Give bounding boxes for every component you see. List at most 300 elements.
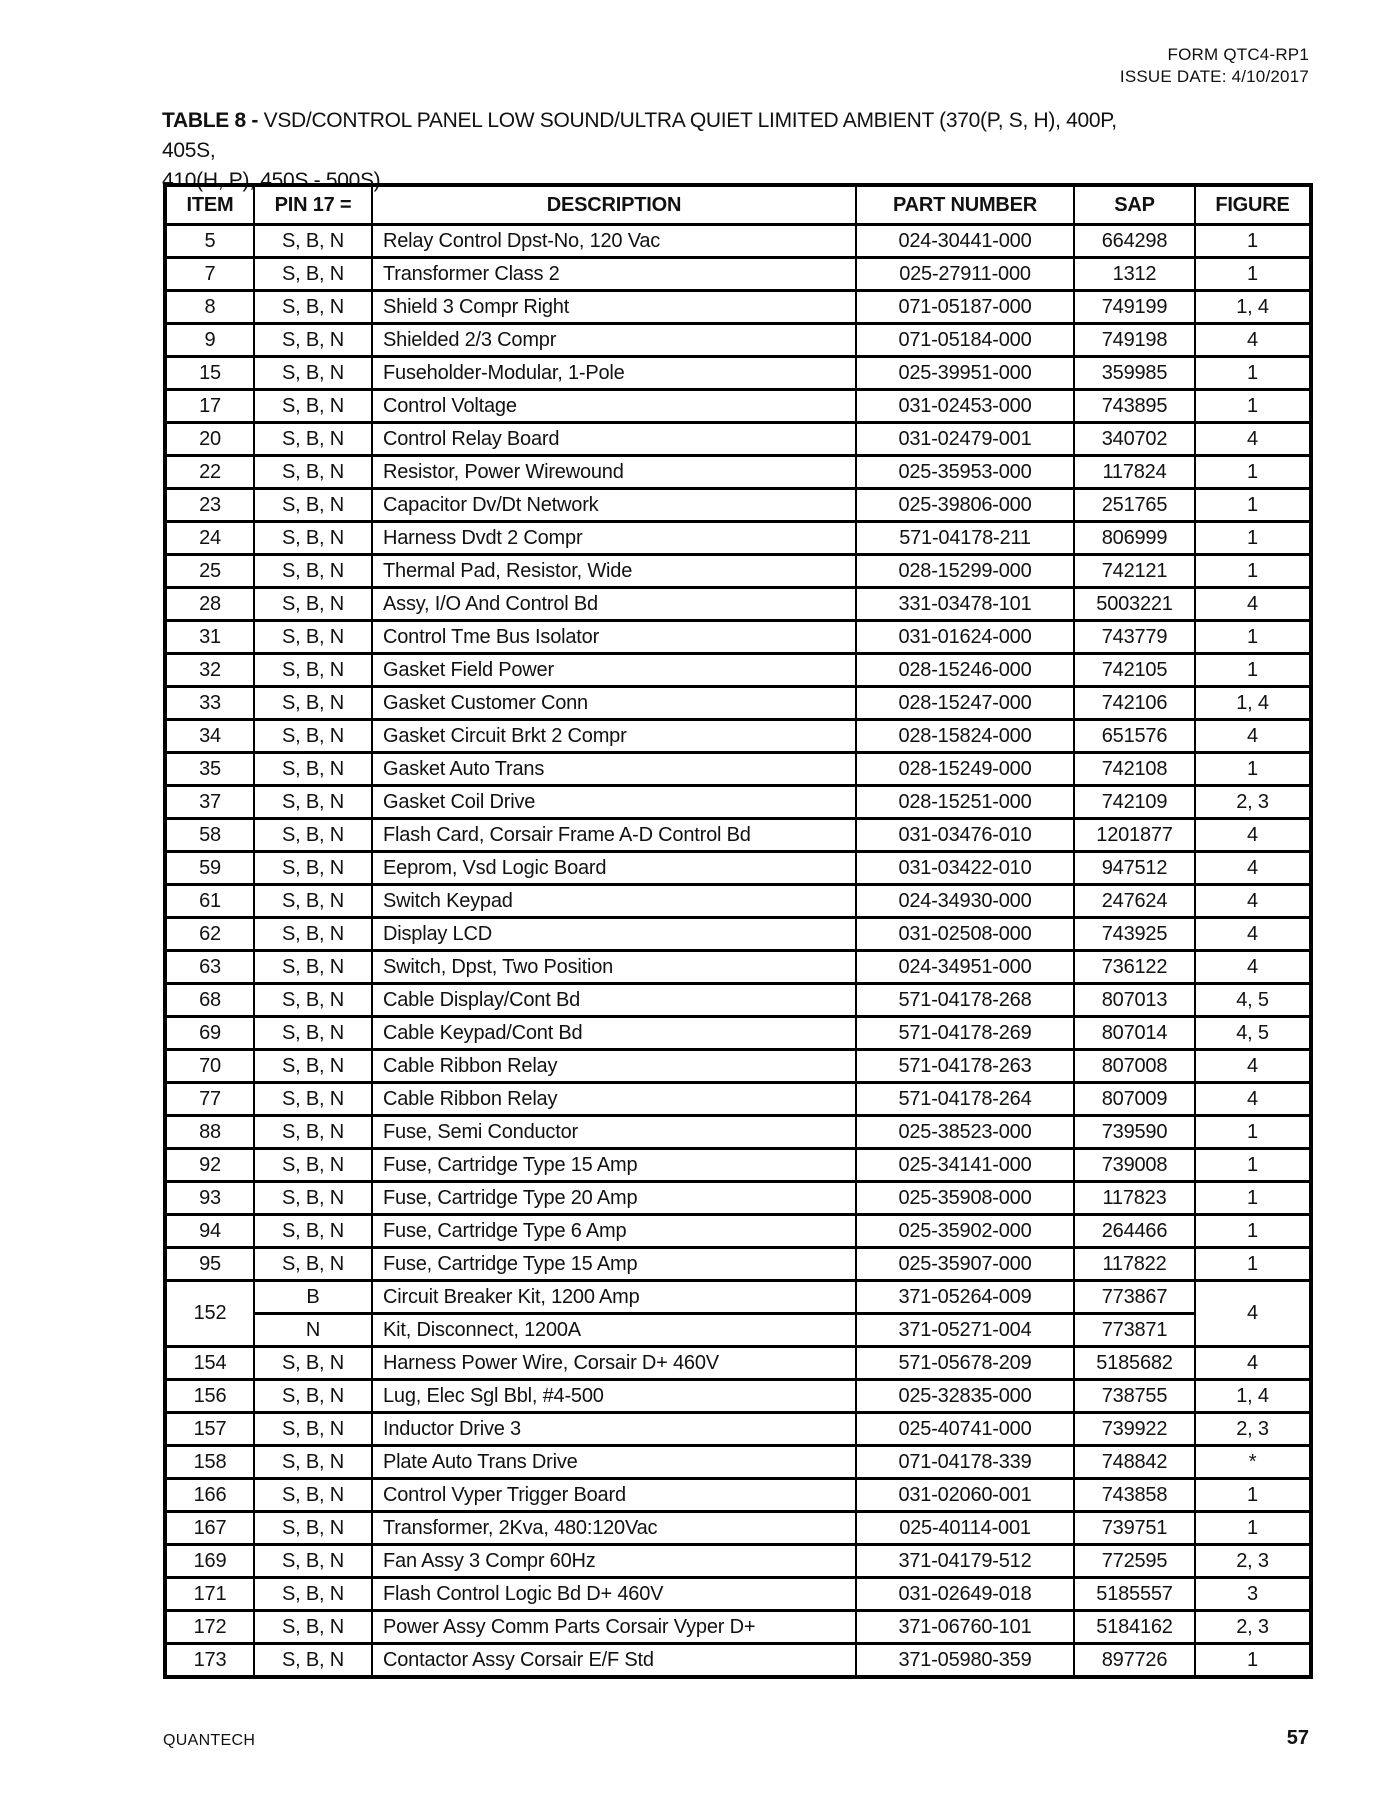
figure-cell: 1 [1195, 357, 1311, 390]
description-cell: Kit, Disconnect, 1200A [372, 1314, 856, 1347]
pin17-cell: S, B, N [254, 588, 372, 621]
sap-cell: 739590 [1074, 1116, 1195, 1149]
description-cell: Eeprom, Vsd Logic Board [372, 852, 856, 885]
part-number-cell: 025-35908-000 [856, 1182, 1074, 1215]
sap-cell: 742105 [1074, 654, 1195, 687]
table-row [165, 984, 1311, 1017]
item-cell: 31 [165, 621, 254, 654]
description-cell: Lug, Elec Sgl Bbl, #4-500 [372, 1380, 856, 1413]
item-cell: 23 [165, 489, 254, 522]
table-row [165, 1578, 1311, 1611]
description-cell: Cable Keypad/Cont Bd [372, 1017, 856, 1050]
pin17-cell: S, B, N [254, 951, 372, 984]
item-cell: 63 [165, 951, 254, 984]
item-cell: 95 [165, 1248, 254, 1281]
pin17-cell: S, B, N [254, 1182, 372, 1215]
table-row [165, 357, 1311, 390]
figure-cell: 4 [1195, 324, 1311, 357]
figure-cell: 1 [1195, 1248, 1311, 1281]
sap-cell: 773867 [1074, 1281, 1195, 1314]
description-cell: Plate Auto Trans Drive [372, 1446, 856, 1479]
figure-cell: 2, 3 [1195, 1413, 1311, 1446]
description-cell: Control Tme Bus Isolator [372, 621, 856, 654]
item-cell: 166 [165, 1479, 254, 1512]
description-cell: Switch Keypad [372, 885, 856, 918]
part-number-cell: 025-38523-000 [856, 1116, 1074, 1149]
figure-cell: 4, 5 [1195, 984, 1311, 1017]
parts-table-body [165, 225, 1311, 1678]
table-row [165, 522, 1311, 555]
table-row [165, 1083, 1311, 1116]
table-row [165, 324, 1311, 357]
item-cell: 173 [165, 1644, 254, 1678]
pin17-cell: S, B, N [254, 1116, 372, 1149]
description-cell: Gasket Field Power [372, 654, 856, 687]
sap-cell: 340702 [1074, 423, 1195, 456]
description-cell: Capacitor Dv/Dt Network [372, 489, 856, 522]
part-number-cell: 024-34930-000 [856, 885, 1074, 918]
part-number-cell: 571-04178-211 [856, 522, 1074, 555]
pin17-cell: S, B, N [254, 1545, 372, 1578]
description-cell: Assy, I/O And Control Bd [372, 588, 856, 621]
part-number-cell: 371-05980-359 [856, 1644, 1074, 1678]
figure-cell: * [1195, 1446, 1311, 1479]
table-row [165, 885, 1311, 918]
item-cell: 171 [165, 1578, 254, 1611]
table-row [165, 1380, 1311, 1413]
item-cell: 8 [165, 291, 254, 324]
table-row [165, 1248, 1311, 1281]
part-number-cell: 571-04178-268 [856, 984, 1074, 1017]
description-cell: Gasket Auto Trans [372, 753, 856, 786]
header-row [165, 185, 1311, 225]
item-cell: 7 [165, 258, 254, 291]
item-cell: 20 [165, 423, 254, 456]
table-row [165, 225, 1311, 258]
sap-cell: 5185557 [1074, 1578, 1195, 1611]
table-row [165, 588, 1311, 621]
pin17-cell: S, B, N [254, 522, 372, 555]
pin17-cell: S, B, N [254, 753, 372, 786]
sap-cell: 5184162 [1074, 1611, 1195, 1644]
item-cell: 58 [165, 819, 254, 852]
part-number-cell: 571-04178-263 [856, 1050, 1074, 1083]
item-cell: 68 [165, 984, 254, 1017]
pin17-cell: S, B, N [254, 852, 372, 885]
description-cell: Fuseholder-Modular, 1-Pole [372, 357, 856, 390]
item-cell: 59 [165, 852, 254, 885]
part-number-cell: 031-01624-000 [856, 621, 1074, 654]
description-cell: Control Voltage [372, 390, 856, 423]
sap-cell: 772595 [1074, 1545, 1195, 1578]
part-number-cell: 371-04179-512 [856, 1545, 1074, 1578]
part-number-cell: 571-04178-264 [856, 1083, 1074, 1116]
description-cell: Fuse, Cartridge Type 15 Amp [372, 1248, 856, 1281]
part-number-cell: 031-02508-000 [856, 918, 1074, 951]
figure-cell: 1 [1195, 1215, 1311, 1248]
description-cell: Cable Ribbon Relay [372, 1050, 856, 1083]
part-number-cell: 371-05264-009 [856, 1281, 1074, 1314]
description-cell: Resistor, Power Wirewound [372, 456, 856, 489]
table-row [165, 819, 1311, 852]
figure-cell: 1, 4 [1195, 687, 1311, 720]
sap-cell: 5003221 [1074, 588, 1195, 621]
sap-cell: 251765 [1074, 489, 1195, 522]
figure-cell: 2, 3 [1195, 786, 1311, 819]
part-number-cell: 031-02060-001 [856, 1479, 1074, 1512]
figure-cell: 1, 4 [1195, 1380, 1311, 1413]
item-cell: 172 [165, 1611, 254, 1644]
figure-cell: 4 [1195, 918, 1311, 951]
figure-cell: 1 [1195, 1644, 1311, 1678]
description-cell: Control Relay Board [372, 423, 856, 456]
pin17-cell: S, B, N [254, 1413, 372, 1446]
sap-cell: 264466 [1074, 1215, 1195, 1248]
figure-cell: 1 [1195, 1512, 1311, 1545]
figure-cell: 4 [1195, 1083, 1311, 1116]
sap-cell: 773871 [1074, 1314, 1195, 1347]
figure-cell: 1 [1195, 555, 1311, 588]
sap-cell: 807014 [1074, 1017, 1195, 1050]
sap-cell: 117824 [1074, 456, 1195, 489]
table-row [165, 1017, 1311, 1050]
figure-cell: 4 [1195, 423, 1311, 456]
pin17-cell: S, B, N [254, 1446, 372, 1479]
table-row [165, 456, 1311, 489]
figure-cell: 1 [1195, 225, 1311, 258]
sap-cell: 739922 [1074, 1413, 1195, 1446]
part-number-cell: 025-39951-000 [856, 357, 1074, 390]
pin17-cell: S, B, N [254, 1149, 372, 1182]
pin17-cell: S, B, N [254, 786, 372, 819]
parts-table [163, 183, 1313, 1679]
sap-cell: 664298 [1074, 225, 1195, 258]
item-cell: 15 [165, 357, 254, 390]
sap-cell: 739008 [1074, 1149, 1195, 1182]
part-number-cell: 028-15247-000 [856, 687, 1074, 720]
item-cell: 156 [165, 1380, 254, 1413]
table-row [165, 258, 1311, 291]
pin17-cell: S, B, N [254, 720, 372, 753]
item-cell: 94 [165, 1215, 254, 1248]
pin17-cell: S, B, N [254, 621, 372, 654]
sap-cell: 743895 [1074, 390, 1195, 423]
part-number-cell: 024-34951-000 [856, 951, 1074, 984]
pin17-cell: S, B, N [254, 1050, 372, 1083]
part-number-cell: 031-03422-010 [856, 852, 1074, 885]
figure-cell: 4 [1195, 1281, 1311, 1347]
parts-table-head [165, 185, 1311, 225]
description-cell: Fuse, Cartridge Type 15 Amp [372, 1149, 856, 1182]
description-cell: Cable Display/Cont Bd [372, 984, 856, 1017]
description-cell: Transformer Class 2 [372, 258, 856, 291]
sap-cell: 897726 [1074, 1644, 1195, 1678]
sap-cell: 736122 [1074, 951, 1195, 984]
pin17-cell: S, B, N [254, 819, 372, 852]
pin17-cell: S, B, N [254, 984, 372, 1017]
part-number-cell: 031-02479-001 [856, 423, 1074, 456]
item-cell: 62 [165, 918, 254, 951]
sap-cell: 5185682 [1074, 1347, 1195, 1380]
sap-cell: 117822 [1074, 1248, 1195, 1281]
figure-cell: 1 [1195, 1149, 1311, 1182]
pin17-cell: S, B, N [254, 258, 372, 291]
part-number-cell: 025-35953-000 [856, 456, 1074, 489]
column-header-sap: SAP [1074, 185, 1195, 225]
pin17-cell: B [254, 1281, 372, 1314]
pin17-cell: S, B, N [254, 918, 372, 951]
table-row [165, 720, 1311, 753]
figure-cell: 1 [1195, 522, 1311, 555]
description-cell: Relay Control Dpst-No, 120 Vac [372, 225, 856, 258]
part-number-cell: 028-15251-000 [856, 786, 1074, 819]
pin17-cell: S, B, N [254, 291, 372, 324]
table-row [165, 1149, 1311, 1182]
sap-cell: 117823 [1074, 1182, 1195, 1215]
figure-cell: 1 [1195, 1116, 1311, 1149]
figure-cell: 1 [1195, 654, 1311, 687]
part-number-cell: 371-06760-101 [856, 1611, 1074, 1644]
part-number-cell: 028-15246-000 [856, 654, 1074, 687]
table-row [165, 1611, 1311, 1644]
sap-cell: 947512 [1074, 852, 1195, 885]
table-title-line2: 410(H, P), 450S - 500S) [162, 169, 381, 192]
item-cell: 35 [165, 753, 254, 786]
figure-cell: 1 [1195, 1479, 1311, 1512]
pin17-cell: S, B, N [254, 225, 372, 258]
item-cell: 37 [165, 786, 254, 819]
pin17-cell: S, B, N [254, 1578, 372, 1611]
figure-cell: 4 [1195, 1050, 1311, 1083]
item-cell: 28 [165, 588, 254, 621]
figure-cell: 4 [1195, 852, 1311, 885]
pin17-cell: S, B, N [254, 324, 372, 357]
description-cell: Circuit Breaker Kit, 1200 Amp [372, 1281, 856, 1314]
table-row [165, 1281, 1311, 1314]
description-cell: Harness Power Wire, Corsair D+ 460V [372, 1347, 856, 1380]
pin17-cell: S, B, N [254, 489, 372, 522]
table-row [165, 621, 1311, 654]
pin17-cell: S, B, N [254, 1083, 372, 1116]
sap-cell: 807008 [1074, 1050, 1195, 1083]
column-header-figure: FIGURE [1195, 185, 1311, 225]
table-row [165, 1314, 1311, 1347]
pin17-cell: S, B, N [254, 423, 372, 456]
description-cell: Thermal Pad, Resistor, Wide [372, 555, 856, 588]
item-cell: 33 [165, 687, 254, 720]
table-row [165, 1116, 1311, 1149]
part-number-cell: 331-03478-101 [856, 588, 1074, 621]
sap-cell: 806999 [1074, 522, 1195, 555]
part-number-cell: 028-15249-000 [856, 753, 1074, 786]
sap-cell: 807009 [1074, 1083, 1195, 1116]
part-number-cell: 025-40114-001 [856, 1512, 1074, 1545]
description-cell: Cable Ribbon Relay [372, 1083, 856, 1116]
pin17-cell: S, B, N [254, 1347, 372, 1380]
figure-cell: 4, 5 [1195, 1017, 1311, 1050]
pin17-cell: S, B, N [254, 390, 372, 423]
pin17-cell: S, B, N [254, 1644, 372, 1678]
description-cell: Shield 3 Compr Right [372, 291, 856, 324]
item-cell: 5 [165, 225, 254, 258]
item-cell: 69 [165, 1017, 254, 1050]
figure-cell: 1, 4 [1195, 291, 1311, 324]
pin17-cell: S, B, N [254, 1611, 372, 1644]
part-number-cell: 028-15299-000 [856, 555, 1074, 588]
description-cell: Power Assy Comm Parts Corsair Vyper D+ [372, 1611, 856, 1644]
item-cell: 24 [165, 522, 254, 555]
figure-cell: 2, 3 [1195, 1611, 1311, 1644]
item-cell: 77 [165, 1083, 254, 1116]
table-title-line1 [162, 106, 1174, 166]
sap-cell: 742106 [1074, 687, 1195, 720]
part-number-cell: 025-35902-000 [856, 1215, 1074, 1248]
item-cell: 158 [165, 1446, 254, 1479]
pin17-cell: S, B, N [254, 1380, 372, 1413]
sap-cell: 748842 [1074, 1446, 1195, 1479]
figure-cell: 1 [1195, 456, 1311, 489]
sap-cell: 743779 [1074, 621, 1195, 654]
table-row [165, 1512, 1311, 1545]
item-cell: 61 [165, 885, 254, 918]
description-cell: Fan Assy 3 Compr 60Hz [372, 1545, 856, 1578]
column-header-description: DESCRIPTION [372, 185, 856, 225]
table-row [165, 687, 1311, 720]
part-number-cell: 071-05184-000 [856, 324, 1074, 357]
figure-cell: 1 [1195, 489, 1311, 522]
sap-cell: 743925 [1074, 918, 1195, 951]
figure-cell: 4 [1195, 885, 1311, 918]
table-row [165, 1644, 1311, 1678]
table-row [165, 1182, 1311, 1215]
part-number-cell: 571-04178-269 [856, 1017, 1074, 1050]
item-cell: 169 [165, 1545, 254, 1578]
part-number-cell: 025-39806-000 [856, 489, 1074, 522]
footer-brand: QUANTECH [163, 1732, 256, 1749]
description-cell: Transformer, 2Kva, 480:120Vac [372, 1512, 856, 1545]
item-cell: 93 [165, 1182, 254, 1215]
form-header [1120, 44, 1309, 88]
item-cell: 157 [165, 1413, 254, 1446]
pin17-cell: S, B, N [254, 555, 372, 588]
issue-date: ISSUE DATE: 4/10/2017 [1119, 67, 1309, 86]
sap-cell: 651576 [1074, 720, 1195, 753]
table-row [165, 786, 1311, 819]
sap-cell: 742121 [1074, 555, 1195, 588]
table-row [165, 423, 1311, 456]
pin17-cell: S, B, N [254, 1512, 372, 1545]
description-cell: Display LCD [372, 918, 856, 951]
pin17-cell: S, B, N [254, 1215, 372, 1248]
part-number-cell: 025-27911-000 [856, 258, 1074, 291]
pin17-cell: S, B, N [254, 1017, 372, 1050]
table-row [165, 1050, 1311, 1083]
pin17-cell: S, B, N [254, 687, 372, 720]
part-number-cell: 025-35907-000 [856, 1248, 1074, 1281]
table-row [165, 1413, 1311, 1446]
sap-cell: 743858 [1074, 1479, 1195, 1512]
part-number-cell: 025-32835-000 [856, 1380, 1074, 1413]
table-row [165, 1215, 1311, 1248]
page-number: 57 [1286, 1727, 1309, 1749]
description-cell: Harness Dvdt 2 Compr [372, 522, 856, 555]
description-cell: Inductor Drive 3 [372, 1413, 856, 1446]
sap-cell: 1312 [1074, 258, 1195, 291]
form-number: FORM QTC4-RP1 [1167, 45, 1309, 64]
figure-cell: 1 [1195, 390, 1311, 423]
pin17-cell: S, B, N [254, 456, 372, 489]
description-cell: Fuse, Cartridge Type 6 Amp [372, 1215, 856, 1248]
table-row [165, 654, 1311, 687]
table-row [165, 555, 1311, 588]
figure-cell: 4 [1195, 1347, 1311, 1380]
description-cell: Fuse, Semi Conductor [372, 1116, 856, 1149]
column-header-part-number: PART NUMBER [856, 185, 1074, 225]
sap-cell: 749198 [1074, 324, 1195, 357]
part-number-cell: 031-03476-010 [856, 819, 1074, 852]
sap-cell: 749199 [1074, 291, 1195, 324]
item-cell: 70 [165, 1050, 254, 1083]
description-cell: Fuse, Cartridge Type 20 Amp [372, 1182, 856, 1215]
item-cell: 9 [165, 324, 254, 357]
description-cell: Control Vyper Trigger Board [372, 1479, 856, 1512]
sap-cell: 807013 [1074, 984, 1195, 1017]
item-cell: 22 [165, 456, 254, 489]
sap-cell: 742108 [1074, 753, 1195, 786]
description-cell: Contactor Assy Corsair E/F Std [372, 1644, 856, 1678]
column-header-item: ITEM [165, 185, 254, 225]
figure-cell: 1 [1195, 1182, 1311, 1215]
figure-cell: 4 [1195, 588, 1311, 621]
figure-cell: 2, 3 [1195, 1545, 1311, 1578]
figure-cell: 3 [1195, 1578, 1311, 1611]
part-number-cell: 025-34141-000 [856, 1149, 1074, 1182]
figure-cell: 4 [1195, 819, 1311, 852]
description-cell: Gasket Customer Conn [372, 687, 856, 720]
table-row [165, 489, 1311, 522]
description-cell: Gasket Circuit Brkt 2 Compr [372, 720, 856, 753]
part-number-cell: 071-04178-339 [856, 1446, 1074, 1479]
part-number-cell: 025-40741-000 [856, 1413, 1074, 1446]
table-row [165, 918, 1311, 951]
sap-cell: 359985 [1074, 357, 1195, 390]
item-cell: 32 [165, 654, 254, 687]
description-cell: Gasket Coil Drive [372, 786, 856, 819]
description-cell: Shielded 2/3 Compr [372, 324, 856, 357]
table-row [165, 390, 1311, 423]
sap-cell: 742109 [1074, 786, 1195, 819]
item-cell: 17 [165, 390, 254, 423]
item-cell: 34 [165, 720, 254, 753]
figure-cell: 4 [1195, 720, 1311, 753]
part-number-cell: 031-02649-018 [856, 1578, 1074, 1611]
part-number-cell: 024-30441-000 [856, 225, 1074, 258]
pin17-cell: S, B, N [254, 357, 372, 390]
table-title-label: TABLE 8 - [162, 109, 259, 132]
table-row [165, 1347, 1311, 1380]
part-number-cell: 028-15824-000 [856, 720, 1074, 753]
item-cell: 92 [165, 1149, 254, 1182]
part-number-cell: 571-05678-209 [856, 1347, 1074, 1380]
part-number-cell: 371-05271-004 [856, 1314, 1074, 1347]
table-row [165, 951, 1311, 984]
pin17-cell: S, B, N [254, 885, 372, 918]
description-cell: Flash Control Logic Bd D+ 460V [372, 1578, 856, 1611]
table-row [165, 852, 1311, 885]
item-cell: 154 [165, 1347, 254, 1380]
table-title-text1: VSD/CONTROL PANEL LOW SOUND/ULTRA QUIET LIMITED AMBIENT (370(P, S, H), 400P, 405S, [162, 109, 1117, 162]
sap-cell: 739751 [1074, 1512, 1195, 1545]
